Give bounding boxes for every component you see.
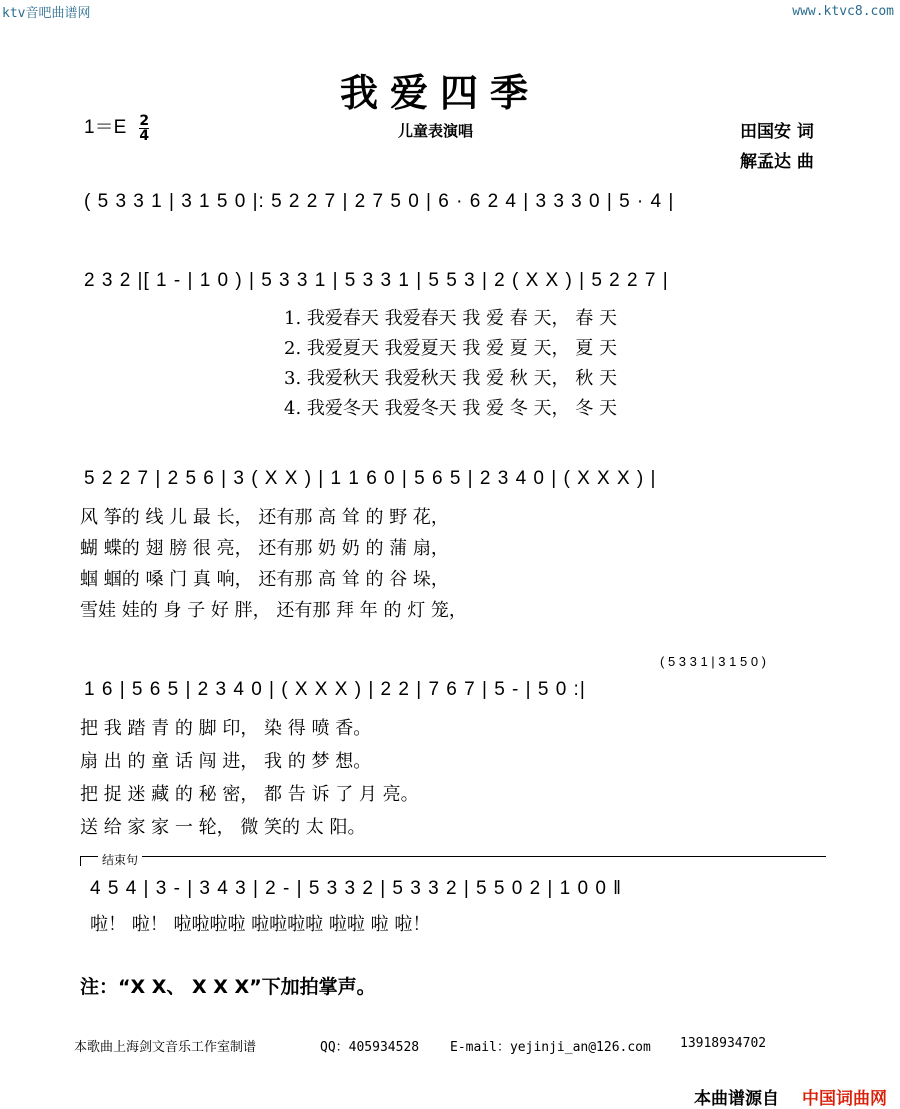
performance-note: 注：“X X、 X X X”下加拍掌声。 [80,976,376,998]
lyric-line: 3. 我爱秋天 我爱秋天 我 爱 秋 天， 秋 天 [284,368,617,389]
composer: 解孟达 曲 [740,152,814,172]
song-title: 我爱四季 [340,70,541,115]
lyric-line: 雪娃 娃的 身 子 好 胖， 还有那 拜 年 的 灯 笼， [80,600,467,621]
lyric-line: 1. 我爱春天 我爱春天 我 爱 春 天， 春 天 [284,308,617,329]
score-row-2: 2 3 2 |[ 1 - | 1 0 ) | 5 3 3 1 | 5 3 3 1 | 5 5 3 | 2 ( X X ) | 5 2 2 7 | [84,270,669,291]
footer-email: E-mail：yejinji_an@126.com [450,1040,651,1055]
ending-bracket-tick [80,856,81,866]
footer-phone: 13918934702 [680,1036,767,1051]
lyrics-row-2 [284,304,617,424]
lyric-line: 送 给 家 家 一 轮， 微 笑的 太 阳。 [80,817,366,838]
score-row-4: 1 6 | 5 6 5 | 2 3 4 0 | ( X X X ) | 2 2 | 7 6 7 | 5 - | 5 0 :| [84,679,586,700]
lyricist: 田国安 词 [740,122,814,142]
lyrics-row-5: 啦！ 啦！ 啦啦啦啦 啦啦啦啦 啦啦 啦 啦！ [90,914,431,935]
lyric-line: 2. 我爱夏天 我爱夏天 我 爱 夏 天， 夏 天 [284,338,617,359]
score-row-1: ( 5 3 3 1 | 3 1 5 0 |: 5 2 2 7 | 2 7 5 0 | 6 · 6 2 4 | 3 3 3 0 | 5 · 4 | [84,191,675,212]
key-signature [84,112,149,143]
lyrics-row-3 [80,502,467,626]
ending-bracket [80,856,826,865]
lyric-line: 把 我 踏 青 的 脚 印， 染 得 喷 香。 [80,718,372,739]
site-watermark-right: www.ktvc8.com [792,4,894,19]
time-signature [139,114,149,143]
site-watermark-left: ktv音吧曲谱网 [2,6,91,21]
source-site-logo[interactable]: 中国词曲网 [802,1089,887,1109]
interlude-notes: ( 5 3 3 1 | 3 1 5 0 ) [660,654,766,669]
score-row-5: 4 5 4 | 3 - | 3 4 3 | 2 - | 5 3 3 2 | 5 3 3 2 | 5 5 0 2 | 1 0 0 ‖ [90,878,623,899]
footer-qq: QQ：405934528 [320,1040,420,1055]
lyrics-row-4 [80,712,419,844]
time-bottom: 4 [139,128,150,144]
ending-label: 结束句 [98,851,142,868]
lyric-line: 4. 我爱冬天 我爱冬天 我 爱 冬 天， 冬 天 [284,398,617,419]
lyric-line: 扇 出 的 童 话 闯 进， 我 的 梦 想。 [80,751,372,772]
source-label: 本曲谱源自 [694,1089,779,1109]
lyric-line: 蝈 蝈的 嗓 门 真 响， 还有那 高 耸 的 谷 垛， [80,569,449,590]
performer: 儿童表演唱 [398,122,474,140]
lyric-line: 蝴 蝶的 翅 膀 很 亮， 还有那 奶 奶 的 蒲 扇， [80,538,449,559]
lyric-line: 把 捉 迷 藏 的 秘 密， 都 告 诉 了 月 亮。 [80,784,419,805]
lyric-line: 风 筝的 线 儿 最 长， 还有那 高 耸 的 野 花， [80,507,449,528]
footer-studio: 本歌曲上海剑文音乐工作室制谱 [74,1040,257,1055]
time-top: 2 [139,113,150,129]
score-row-3: 5 2 2 7 | 2 5 6 | 3 ( X X ) | 1 1 6 0 | 5 6 5 | 2 3 4 0 | ( X X X ) | [84,468,657,489]
key-label: 1＝E [84,117,127,138]
